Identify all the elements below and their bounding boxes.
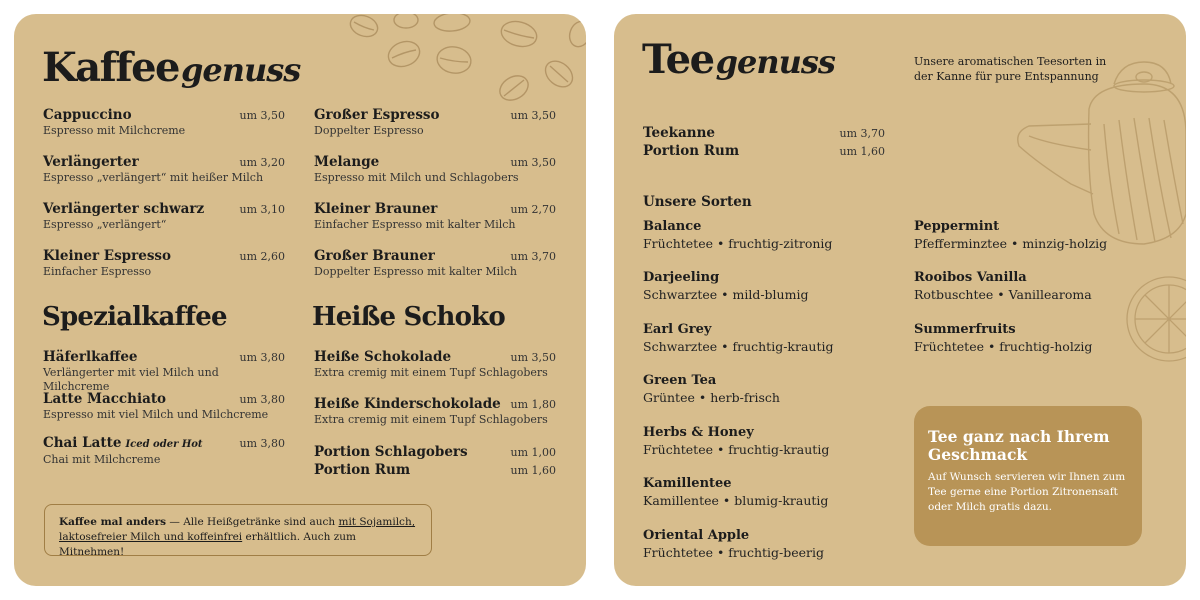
tea-desc: Grüntee • herb-frisch — [643, 390, 780, 405]
tea-name: Summerfruits — [914, 322, 1016, 337]
tea-callout-box — [914, 406, 1142, 546]
item-desc: Extra cremig mit einem Tupf Schlagobers — [314, 366, 548, 379]
special-coffee-title: Spezialkaffee — [42, 302, 227, 332]
item-name: Verlängerter — [43, 154, 139, 170]
tea-heading — [642, 36, 835, 83]
note-text: — Alle Heißgetränke sind auch — [166, 516, 339, 528]
item-desc: Verlängerter mit viel Milch und Milchcreme — [43, 366, 219, 393]
note-underlined: laktosefreier Milch und koffeinfrei — [59, 531, 243, 543]
note-text: erhältlich. Auch zum Mitnehmen! — [59, 531, 356, 558]
menu-item — [43, 435, 285, 467]
menu-item — [314, 396, 556, 427]
item-name: Kleiner Brauner — [314, 201, 438, 217]
menu-item — [43, 349, 285, 394]
item-desc: Espresso „verlängert“ mit heißer Milch — [43, 171, 264, 184]
tea-name: Balance — [643, 219, 702, 234]
item-desc: Einfacher Espresso mit kalter Milch — [314, 218, 516, 231]
tea-item — [643, 321, 873, 355]
item-desc: Espresso mit viel Milch und Milchcreme — [43, 408, 269, 421]
tea-sorts-title: Unsere Sorten — [643, 194, 752, 210]
menu-item — [314, 248, 556, 279]
item-name: Großer Espresso — [314, 107, 440, 123]
menu-item — [314, 462, 556, 479]
tea-item — [914, 218, 1144, 252]
coffee-heading-bold: Kaffee — [42, 44, 179, 91]
item-price: um 3,80 — [239, 351, 285, 364]
tea-name: Green Tea — [643, 373, 717, 388]
tea-desc: Früchtetee • fruchtig-krautig — [643, 442, 830, 457]
tea-item — [643, 527, 873, 561]
item-price: um 3,10 — [239, 203, 285, 216]
item-name: Großer Brauner — [314, 248, 435, 264]
tea-desc: Rotbuschtee • Vanillearoma — [914, 287, 1092, 302]
menu-item — [43, 248, 285, 279]
item-desc: Espresso mit Milchcreme — [43, 124, 186, 137]
tea-desc: Schwarztee • fruchtig-krautig — [643, 339, 834, 354]
tea-item — [643, 475, 873, 509]
tea-menu-card — [614, 14, 1186, 586]
item-name: Heiße Kinderschokolade — [314, 396, 501, 412]
item-name: Verlängerter schwarz — [43, 201, 205, 217]
tea-name: Darjeeling — [643, 270, 720, 285]
menu-item — [314, 444, 556, 461]
coffee-beans-illustration — [344, 14, 586, 114]
item-name: Kleiner Espresso — [43, 248, 172, 264]
coffee-heading — [42, 44, 300, 91]
tea-item — [643, 269, 873, 303]
item-tag: Iced oder Hot — [125, 439, 203, 450]
row-name: Portion Rum — [643, 143, 740, 159]
item-name: Chai Latte — [43, 435, 122, 451]
row-price: um 3,70 — [839, 127, 885, 140]
tea-item — [914, 269, 1144, 303]
coffee-heading-script: genuss — [181, 51, 301, 89]
tea-intro-text: Unsere aromatischen Teesorten in der Kanne für pure Entspannung — [914, 55, 1107, 83]
item-price: um 3,50 — [510, 109, 556, 122]
item-desc: Extra cremig mit einem Tupf Schlagobers — [314, 413, 548, 426]
item-price: um 3,20 — [239, 156, 285, 169]
item-name: Häferlkaffee — [43, 349, 138, 365]
tea-name: Herbs & Honey — [643, 425, 754, 440]
coffee-menu-card — [14, 14, 586, 586]
item-desc: Chai mit Milchcreme — [43, 453, 161, 466]
item-price: um 3,50 — [239, 109, 285, 122]
tea-desc: Früchtetee • fruchtig-zitronig — [643, 236, 833, 251]
item-name: Latte Macchiato — [43, 391, 167, 407]
callout-title: Tee ganz nach Ihrem Geschmack — [928, 427, 1110, 464]
menu-item — [43, 107, 285, 138]
item-name: Heiße Schokolade — [314, 349, 452, 365]
menu-item — [43, 154, 285, 185]
menu-item — [314, 154, 556, 185]
tea-desc: Kamillentee • blumig-krautig — [643, 493, 829, 508]
menu-item — [314, 107, 556, 138]
row-price: um 1,60 — [839, 145, 885, 158]
row-name: Teekanne — [643, 125, 715, 141]
tea-item — [643, 372, 873, 406]
hot-chocolate-title: Heiße Schoko — [312, 302, 505, 332]
item-price: um 3,70 — [510, 250, 556, 263]
item-price: um 1,60 — [510, 464, 556, 477]
note-underlined: mit Sojamilch, — [338, 516, 416, 528]
menu-item — [314, 349, 556, 380]
item-price: um 3,50 — [510, 156, 556, 169]
tea-name: Earl Grey — [643, 322, 712, 337]
tea-desc: Früchtetee • fruchtig-holzig — [914, 339, 1093, 354]
menu-item — [314, 201, 556, 232]
item-price: um 1,80 — [510, 398, 556, 411]
item-price: um 2,60 — [239, 250, 285, 263]
callout-text: Auf Wunsch servieren wir Ihnen zum Tee gerne eine Portion Zitronensaft oder Milch gratis dazu. — [928, 471, 1126, 513]
tea-heading-bold: Tee — [642, 36, 714, 83]
tea-item — [914, 321, 1144, 355]
item-price: um 3,50 — [510, 351, 556, 364]
info-note-box — [44, 504, 432, 556]
tea-item — [643, 424, 873, 458]
price-row — [643, 142, 885, 160]
item-desc: Einfacher Espresso — [43, 265, 152, 278]
tea-name: Oriental Apple — [643, 528, 750, 543]
item-desc: Espresso „verlängert“ — [43, 218, 167, 231]
item-name: Melange — [314, 154, 380, 170]
menu-item — [43, 201, 285, 232]
tea-desc: Schwarztee • mild-blumig — [643, 287, 809, 302]
item-desc: Doppelter Espresso mit kalter Milch — [314, 265, 517, 278]
tea-name: Rooibos Vanilla — [914, 270, 1027, 285]
price-row — [643, 124, 885, 142]
tea-name: Peppermint — [914, 219, 1000, 234]
tea-desc: Pfefferminztee • minzig-holzig — [914, 236, 1108, 251]
tea-heading-script: genuss — [715, 43, 835, 81]
item-price: um 3,80 — [239, 393, 285, 406]
note-title: Kaffee mal anders — [59, 516, 167, 528]
item-price: um 2,70 — [510, 203, 556, 216]
item-price: um 1,00 — [510, 446, 556, 459]
item-price: um 3,80 — [239, 437, 285, 450]
item-desc: Doppelter Espresso — [314, 124, 424, 137]
tea-desc: Früchtetee • fruchtig-beerig — [643, 545, 825, 560]
menu-item — [43, 391, 285, 422]
tea-item — [643, 218, 873, 252]
item-name: Portion Schlagobers — [314, 444, 468, 460]
tea-name: Kamillentee — [643, 476, 732, 491]
item-name: Portion Rum — [314, 462, 411, 478]
item-name: Cappuccino — [43, 107, 132, 123]
item-desc: Espresso mit Milch und Schlagobers — [314, 171, 519, 184]
